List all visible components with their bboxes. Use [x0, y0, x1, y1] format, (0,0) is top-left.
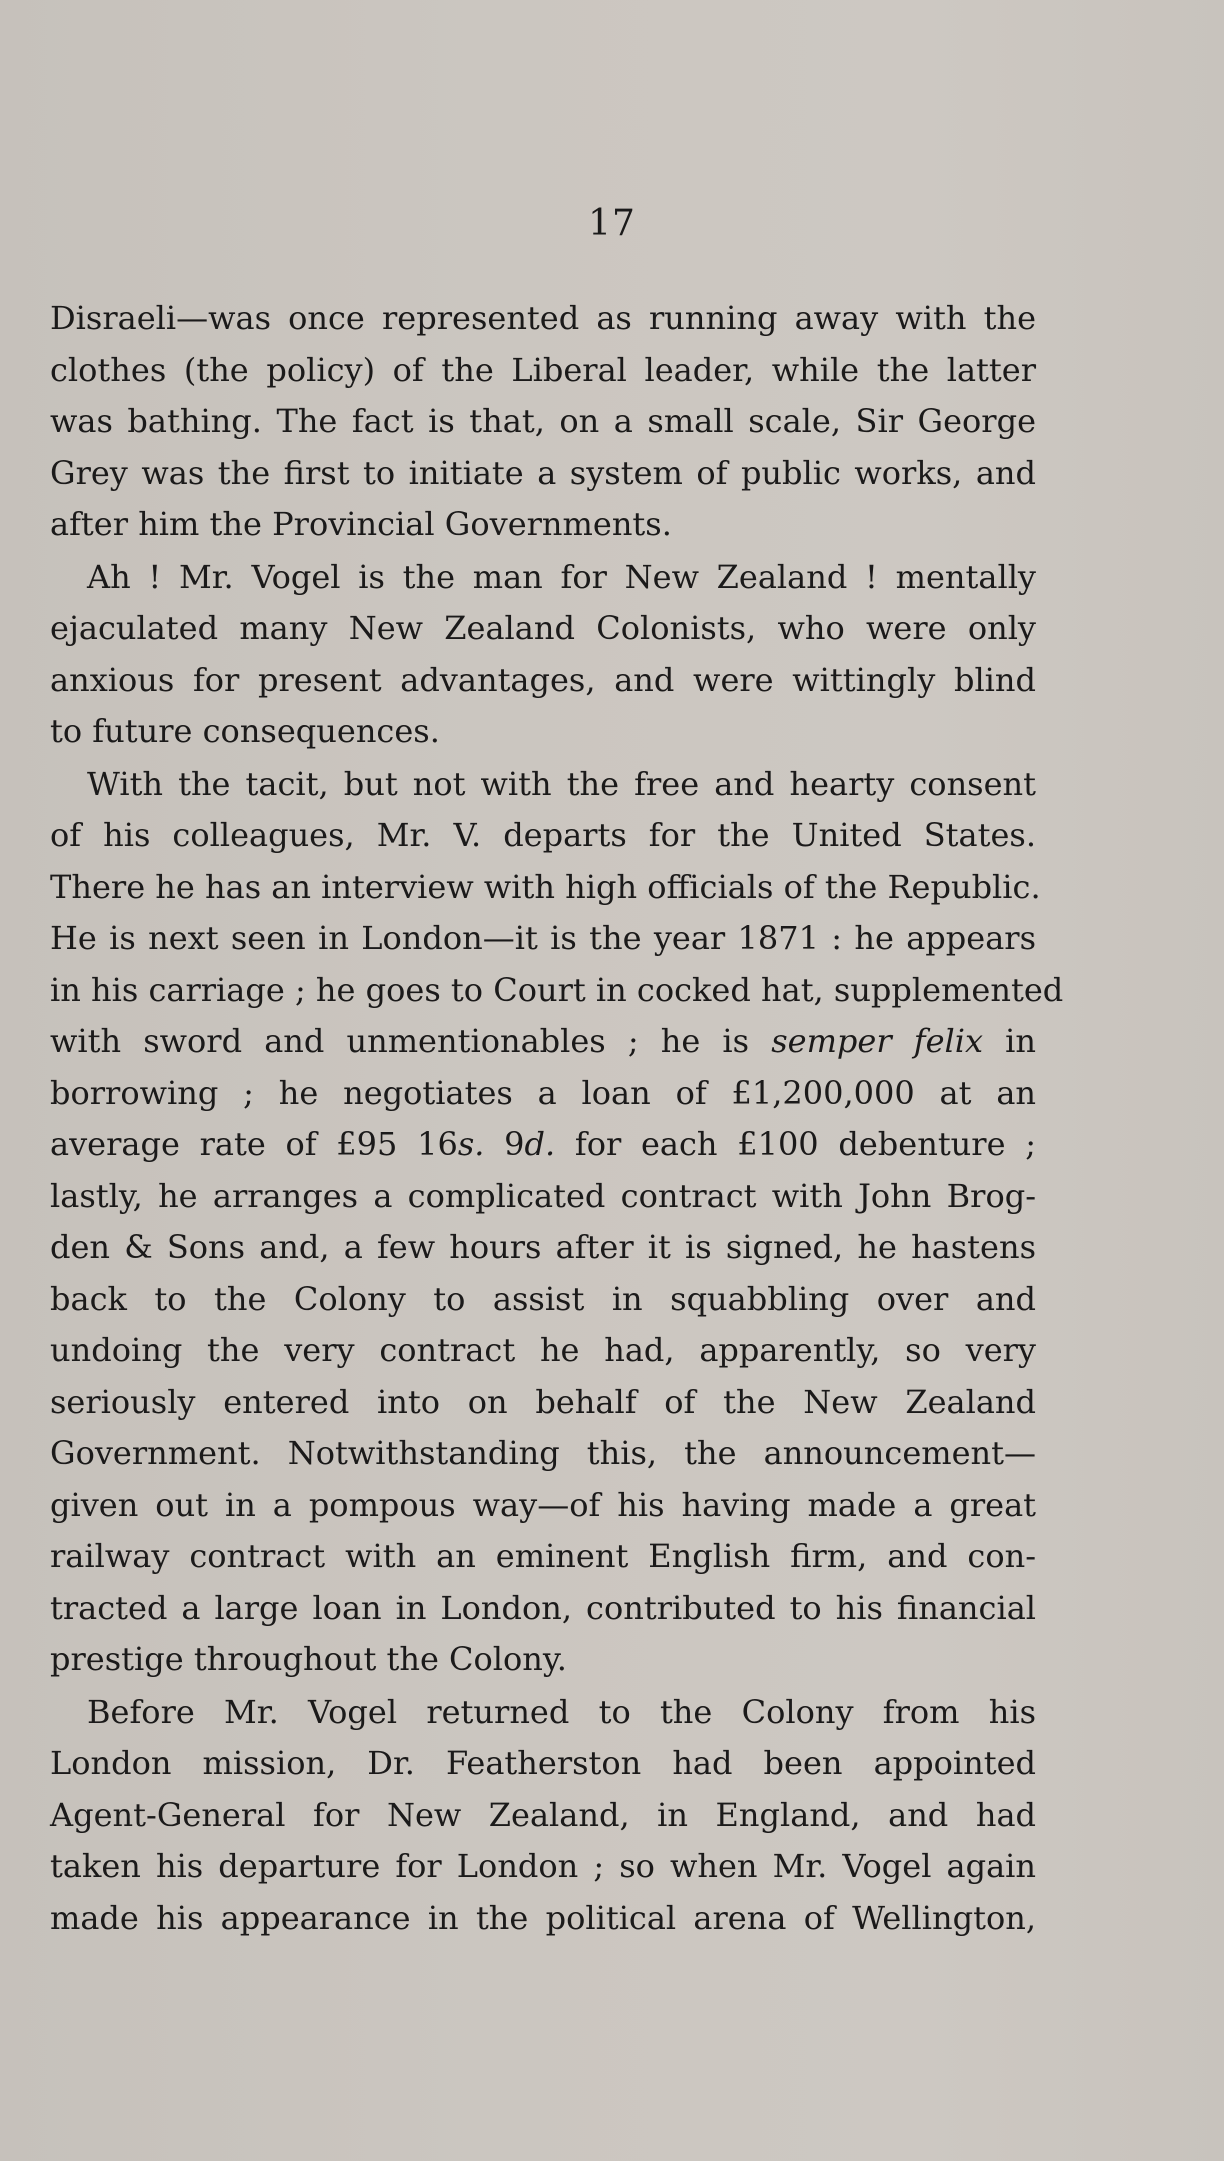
- text-line: borrowing ; he negotiates a loan of £1,200,000 at an: [50, 1073, 1036, 1112]
- text-line: den & Sons and, a few hours after it is signed, he hastens: [50, 1228, 1036, 1266]
- text-line: Ah ! Mr. Vogel is the man for New Zealand ! mentally: [87, 557, 1036, 596]
- text-line: Agent-General for New Zealand, in England, and had: [50, 1795, 1036, 1834]
- text-line: to future consequences.: [50, 712, 440, 750]
- text-line: Grey was the first to initiate a system of public works, and: [50, 453, 1036, 492]
- text-line: prestige throughout the Colony.: [50, 1640, 567, 1678]
- body-text: [50, 293, 1064, 1944]
- page-number: 17: [588, 203, 636, 244]
- text-line: Before Mr. Vogel returned to the Colony from his: [87, 1692, 1036, 1731]
- text-line-italic: with sword and unmentionables ; he is semper felix in: [50, 1022, 1037, 1060]
- text-line: anxious for present advantages, and were wittingly blind: [50, 660, 1036, 699]
- text-line: Government. Notwithstanding this, the announcement—: [50, 1434, 1036, 1472]
- text-line: Disraeli—was once represented as running away with the: [50, 299, 1036, 337]
- text-line: London mission, Dr. Featherston had been appointed: [50, 1744, 1036, 1782]
- text-line: tracted a large loan in London, contributed to his financial: [50, 1588, 1036, 1627]
- text-line: He is next seen in London—it is the year 1871 : he appears: [50, 919, 1036, 957]
- text-line: There he has an interview with high officials of the Republic.: [50, 867, 1041, 906]
- text-line: ejaculated many New Zealand Colonists, who were only: [50, 609, 1036, 647]
- text-line: made his appearance in the political arena of Wellington,: [50, 1898, 1036, 1937]
- text-line: clothes (the policy) of the Liberal leader, while the latter: [50, 350, 1036, 389]
- text-line: after him the Provincial Governments.: [50, 505, 672, 543]
- text-line: lastly, he arranges a complicated contract with John Brog-: [50, 1176, 1036, 1215]
- text-line: of his colleagues, Mr. V. departs for the United States.: [50, 816, 1036, 854]
- text-line-italic: average rate of £95 16s. 9d. for each £100 debenture ;: [50, 1125, 1037, 1163]
- text-line: undoing the very contract he had, apparently, so very: [50, 1331, 1036, 1369]
- text-line: railway contract with an eminent English firm, and con-: [50, 1537, 1036, 1575]
- text-line: back to the Colony to assist in squabbling over and: [50, 1279, 1036, 1318]
- text-line: given out in a pompous way—of his having made a great: [50, 1485, 1036, 1524]
- text-line: With the tacit, but not with the free and hearty consent: [87, 764, 1036, 803]
- text-line: seriously entered into on behalf of the New Zealand: [50, 1382, 1036, 1421]
- text-line: taken his departure for London ; so when Mr. Vogel again: [50, 1847, 1036, 1885]
- text-line: in his carriage ; he goes to Court in cocked hat, supplemented: [50, 970, 1064, 1009]
- text-line: was bathing. The fact is that, on a small scale, Sir George: [50, 402, 1036, 440]
